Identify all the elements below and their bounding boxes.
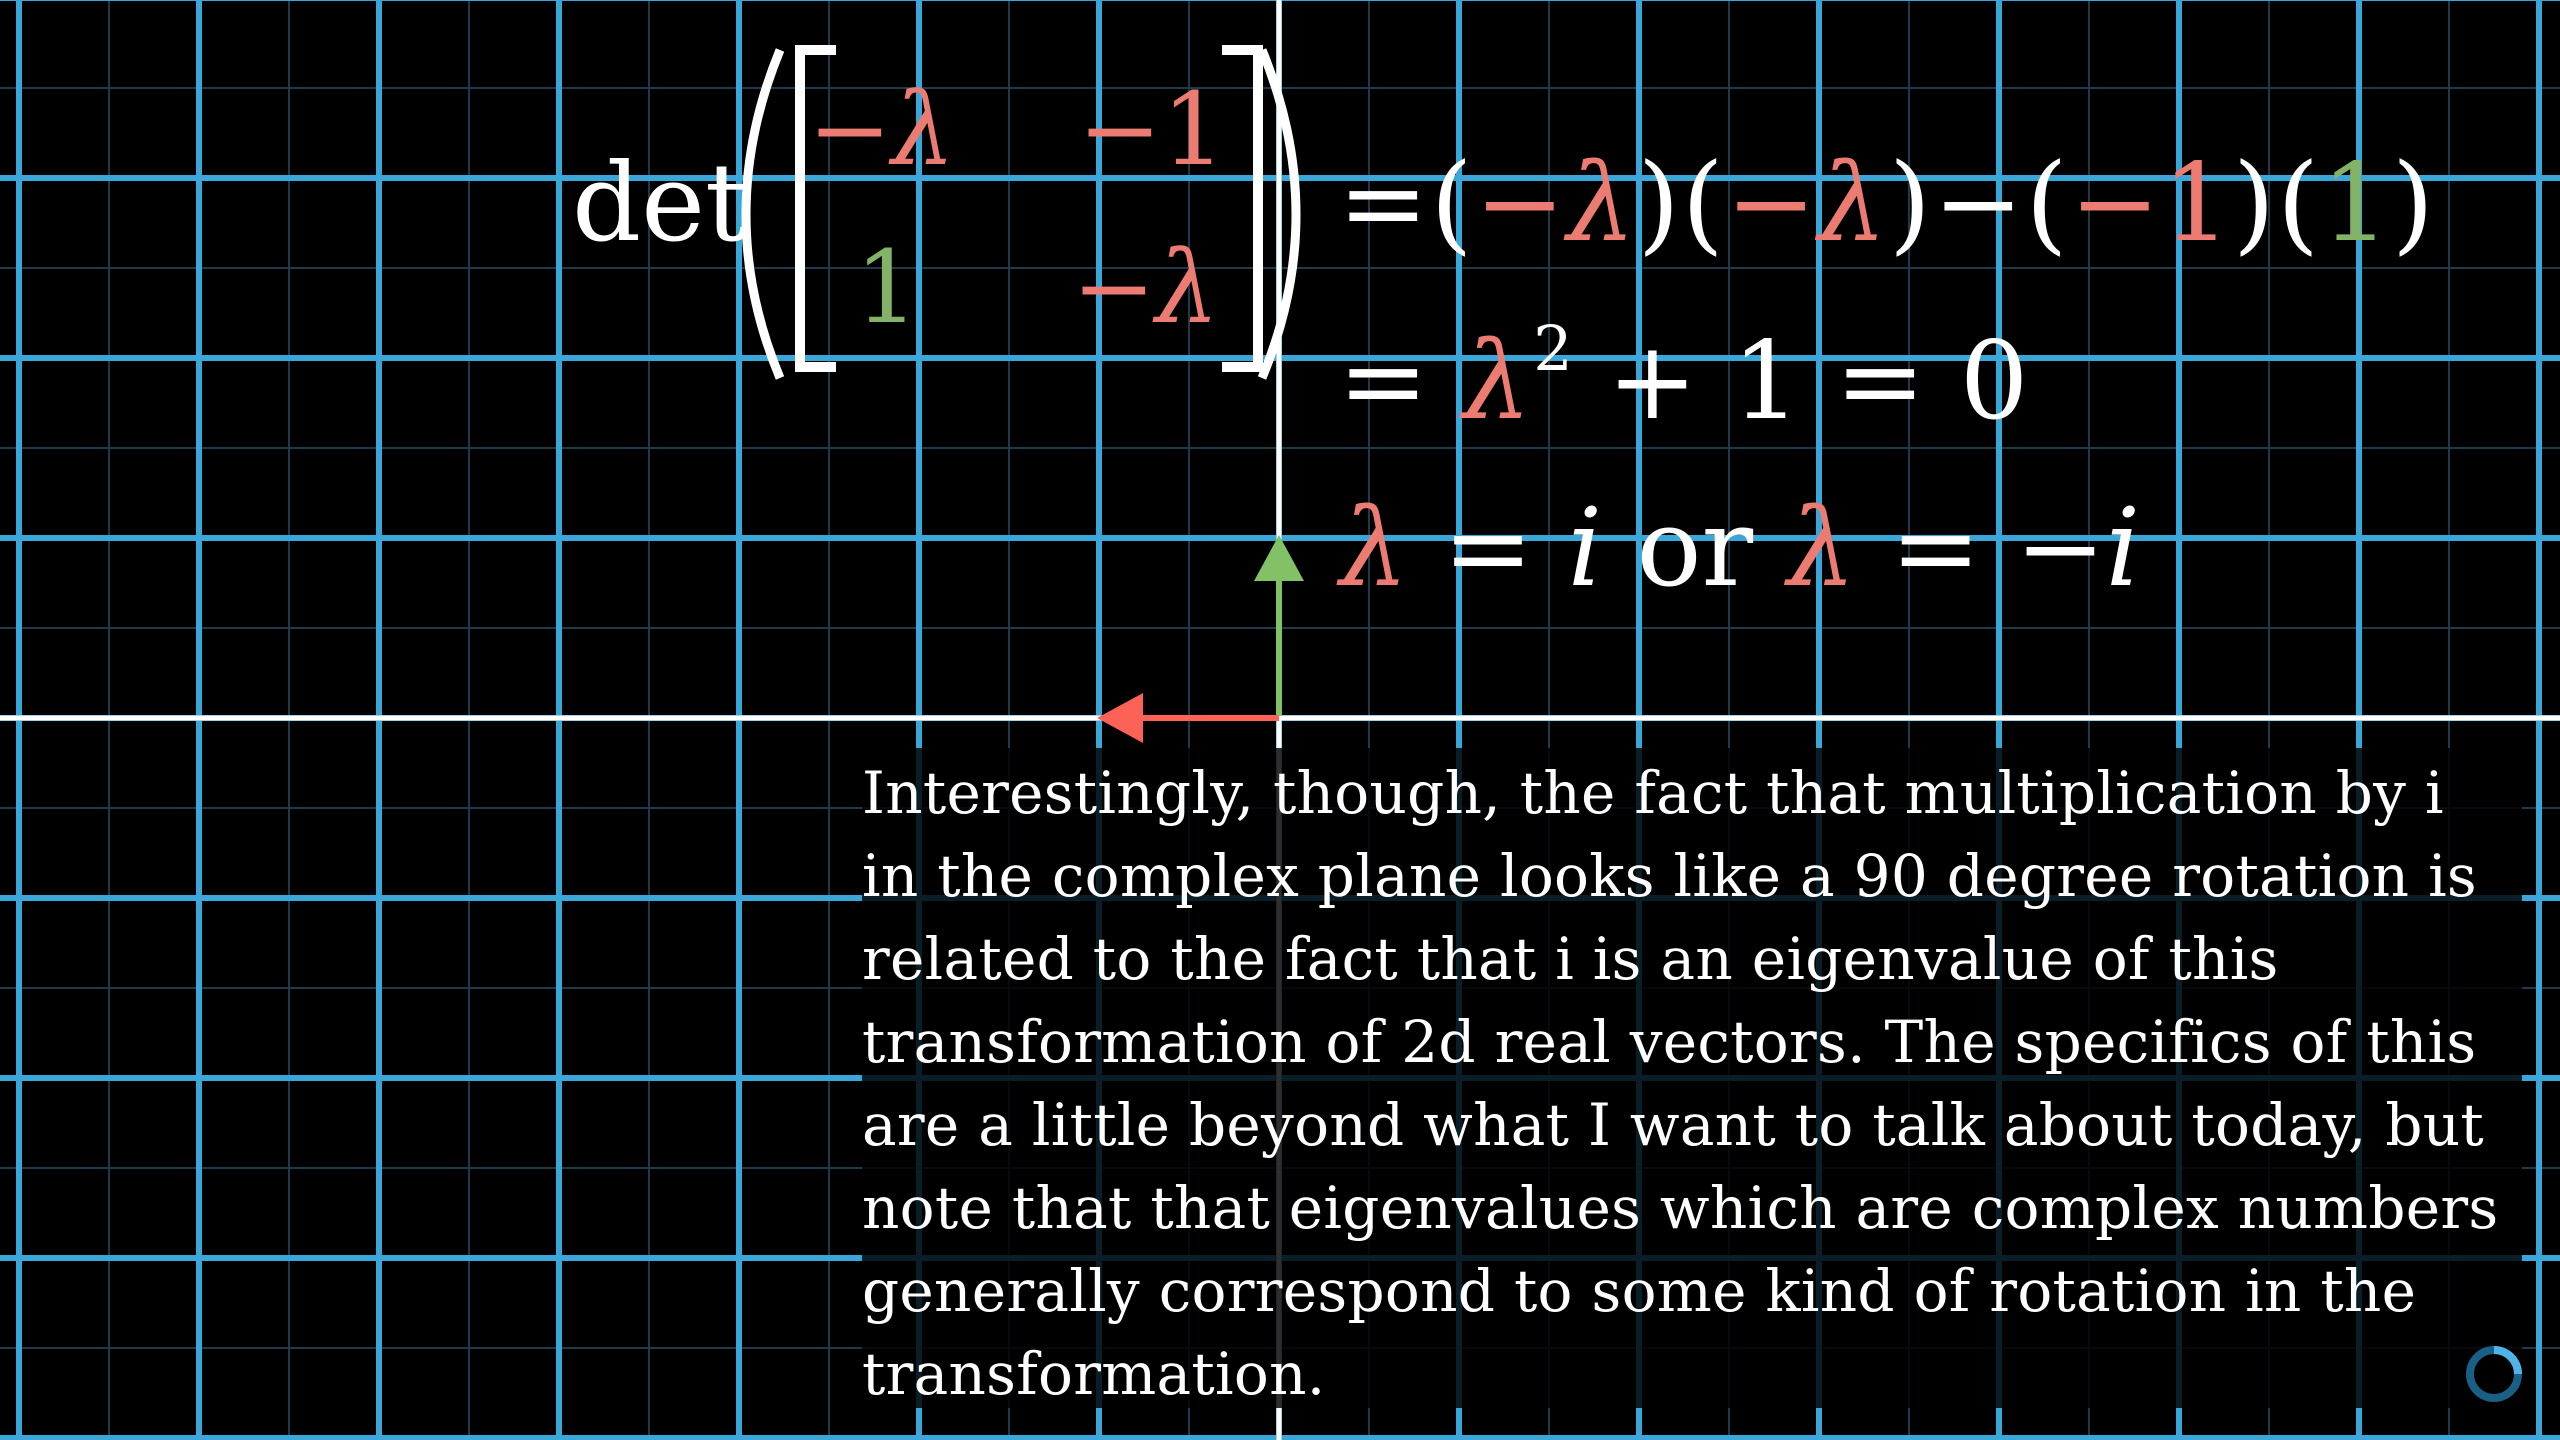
caption-text xyxy=(862,752,2532,1416)
caption-line: transformation of 2d real vectors. The specifics of this xyxy=(862,1008,2477,1076)
neg-one: −1 xyxy=(2069,141,2233,266)
determinant-expansion xyxy=(1338,141,2436,266)
caption-line: transformation. xyxy=(862,1340,1326,1408)
a22-lambda: λ xyxy=(1155,229,1220,346)
poly-rest: + 1 = 0 xyxy=(1607,319,2029,444)
or-word: or xyxy=(1636,486,1754,611)
paren-close-4: ) xyxy=(2391,141,2436,266)
paren-close-1: ) xyxy=(1637,141,1682,266)
lambda-squared: λ xyxy=(1462,319,1532,444)
loading-spinner-icon xyxy=(2464,1344,2524,1404)
a11-minus: − xyxy=(808,71,892,188)
minus-mid: − xyxy=(1932,141,2026,266)
equals-1: = xyxy=(1338,141,1431,266)
caption-line: generally correspond to some kind of rotation in the xyxy=(862,1257,2417,1325)
lambda-1: λ xyxy=(1567,141,1638,266)
caption-line: in the complex plane looks like a 90 degree rotation is xyxy=(862,842,2477,910)
eigenvalue-solutions xyxy=(1340,486,2141,611)
neg-i-solution: −i xyxy=(2015,486,2141,611)
paren-open-4: ( xyxy=(2276,141,2322,266)
paren-open-3: ( xyxy=(2025,141,2070,266)
a11-lambda: λ xyxy=(891,71,956,188)
equals-2: = xyxy=(1338,319,1429,444)
exponent: 2 xyxy=(1533,312,1573,385)
red-vector-arrowhead xyxy=(1097,693,1143,743)
minus-2: − xyxy=(1725,141,1819,266)
paren-close-2: ) xyxy=(1888,141,1933,266)
matrix-a22 xyxy=(1072,229,1220,346)
i-solution: i xyxy=(1567,486,1603,611)
caption-line: note that that eigenvalues which are complex numbers xyxy=(862,1174,2499,1242)
lambda-2: λ xyxy=(1818,141,1889,266)
caption-line: Interestingly, though, the fact that multiplication by i xyxy=(862,759,2444,827)
paren-open-2: ( xyxy=(1681,141,1726,266)
caption-line: related to the fact that i is an eigenvalue of this xyxy=(862,925,2279,993)
minus-1: − xyxy=(1474,141,1568,266)
matrix-a12: −1 xyxy=(1078,71,1226,188)
caption-line: are a little beyond what I want to talk about today, but xyxy=(862,1091,2485,1159)
det-label: det xyxy=(572,141,749,266)
paren-close-3: ) xyxy=(2232,141,2277,266)
matrix-a11 xyxy=(808,71,956,188)
one: 1 xyxy=(2321,141,2392,266)
a22-minus: − xyxy=(1072,229,1156,346)
equals-sol-1: = xyxy=(1442,486,1534,611)
characteristic-polynomial xyxy=(1338,312,2029,444)
lambda-sol-1: λ xyxy=(1340,486,1409,611)
paren-open-1: ( xyxy=(1430,141,1475,266)
matrix-a21: 1 xyxy=(855,229,919,346)
equals-sol-2: = xyxy=(1890,486,1981,611)
lambda-sol-2: λ xyxy=(1787,486,1856,611)
